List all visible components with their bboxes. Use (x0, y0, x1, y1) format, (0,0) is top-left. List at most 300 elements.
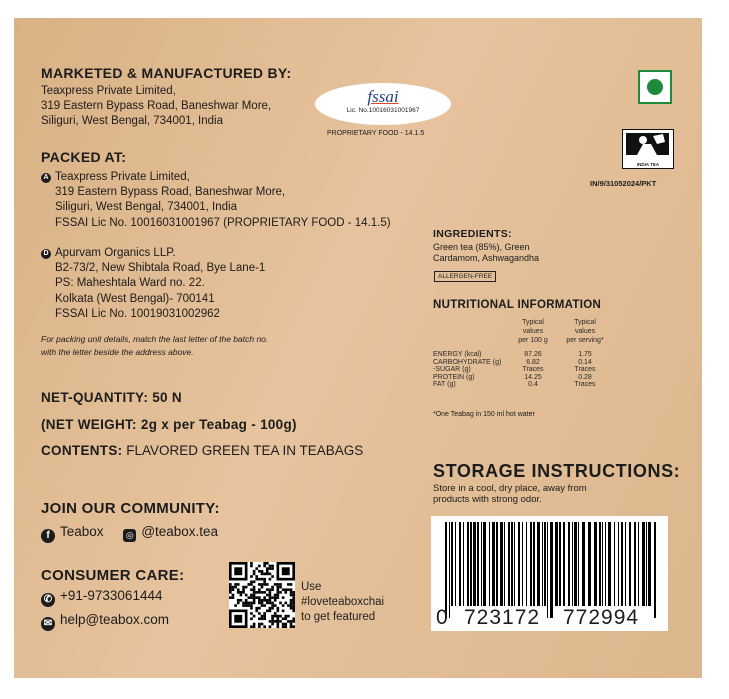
qr-module (242, 604, 245, 607)
allergen-badge: ALLERGEN-FREE (434, 271, 496, 282)
nutrient-value-serving: Traces (574, 381, 596, 388)
qr-module (274, 604, 277, 607)
barcode-bar (599, 522, 601, 606)
india-tea-code: IN/9/31052024/PKT (590, 179, 657, 188)
nutrition-row (431, 351, 613, 359)
barcode-bar (463, 522, 464, 606)
qr-module (234, 583, 237, 586)
qr-caption (301, 580, 384, 625)
qr-module (261, 570, 264, 573)
qr-module (271, 620, 274, 623)
qr-module (266, 610, 269, 613)
barcode-bar (514, 522, 515, 606)
phone-icon: ✆ (41, 593, 55, 607)
marketed-line: Siliguri, West Bengal, 734001, India (41, 115, 223, 127)
nutrient-value-serving: 0.28 (578, 373, 592, 381)
barcode-bar (511, 522, 513, 606)
qr-module (263, 615, 266, 618)
qr-module (263, 565, 266, 568)
packed-d-line: Apurvam Organics LLP. (55, 247, 176, 259)
qr-module (269, 594, 272, 597)
col1-header: per 100 g (518, 337, 548, 344)
barcode-bar (625, 522, 626, 606)
storage-line: products with strong odor. (433, 494, 542, 505)
qr-module (266, 602, 269, 605)
qr-module (255, 596, 258, 599)
qr-module (269, 578, 272, 581)
packed-d-line: B2-73/2, New Shibtala Road, Bye Lane-1 (55, 262, 266, 275)
qr-module (247, 596, 250, 599)
barcode-bar (621, 522, 623, 606)
contents-value: FLAVORED GREEN TEA IN TEABAGS (122, 443, 364, 458)
qr-module (258, 565, 261, 568)
veg-dot-icon (647, 79, 663, 95)
qr-module (261, 591, 264, 594)
qr-module (255, 567, 258, 570)
qr-module (258, 625, 261, 628)
barcode-bar (550, 522, 553, 618)
qr-code-icon (229, 562, 295, 628)
qr-module (269, 591, 272, 594)
qr-module (271, 565, 274, 568)
fssai-lic: Lic. No.10016031001967 (346, 107, 420, 114)
qr-module (279, 586, 282, 589)
nutrition-header-row (431, 318, 613, 345)
qr-module (258, 596, 261, 599)
barcode-bar (530, 522, 532, 606)
qr-module (290, 594, 293, 597)
qr-module (284, 615, 287, 618)
fssai-logo (315, 83, 451, 125)
qr-module (258, 623, 261, 626)
barcode-bar (654, 522, 656, 618)
nutrient-value-100g: 14.25 (524, 373, 542, 381)
nutrition-row (431, 359, 613, 367)
qr-module (284, 591, 287, 594)
qr-module (261, 602, 264, 605)
barcode-bar (559, 522, 561, 606)
qr-module (271, 623, 274, 626)
qr-module (290, 591, 293, 594)
qr-module (271, 607, 274, 610)
consumer-phone (41, 588, 162, 607)
qr-module (284, 588, 287, 591)
barcode-bar (648, 522, 651, 606)
qr-module (253, 623, 256, 626)
qr-module (253, 573, 256, 576)
barcode-bar (646, 522, 647, 606)
facebook-handle: Teabox (60, 524, 104, 539)
barcode-bar (533, 522, 535, 606)
qr-module (258, 607, 261, 610)
packing-note-line: with the letter beside the address above. (41, 347, 194, 357)
qr-module (242, 588, 245, 591)
qr-module (245, 586, 248, 589)
marketed-line: 319 Eastern Bypass Road, Baneshwar More, (41, 100, 272, 112)
qr-finder (234, 615, 242, 623)
qr-module (247, 602, 250, 605)
barcode-bar (642, 522, 645, 606)
qr-module (253, 570, 256, 573)
qr-module (284, 625, 287, 628)
barcode-bar (629, 522, 631, 606)
barcode-bar (496, 522, 498, 606)
qr-module (279, 620, 282, 623)
qr-finder (282, 567, 290, 575)
qr-module (271, 617, 274, 620)
fssai-category: PROPRIETARY FOOD - 14.1.5 (327, 130, 425, 137)
barcode-bar (467, 522, 469, 606)
packed-a-line: Siliguri, West Bengal, 734001, India (55, 201, 237, 214)
barcode-bar (547, 522, 548, 618)
barcode-bar (555, 522, 558, 606)
ingredients-list (433, 242, 539, 264)
ingredients-line: Green tea (85%), Green (433, 242, 530, 252)
qr-module (261, 615, 264, 618)
qr-module (237, 591, 240, 594)
qr-module (237, 602, 240, 605)
barcode-bar (544, 522, 546, 606)
qr-module (290, 620, 293, 623)
qr-module (258, 617, 261, 620)
nutrition-footnote: *One Teabag in 150 ml hot water (433, 411, 535, 418)
qr-module (263, 599, 266, 602)
qr-module (253, 615, 256, 618)
qr-module (290, 623, 293, 626)
qr-module (279, 583, 282, 586)
qr-module (292, 620, 295, 623)
qr-module (253, 580, 256, 583)
qr-module (240, 599, 243, 602)
qr-module (282, 625, 285, 628)
qr-module (279, 615, 282, 618)
qr-module (242, 602, 245, 605)
qr-module (234, 604, 237, 607)
qr-module (250, 594, 253, 597)
qr-module (229, 583, 232, 586)
qr-module (250, 575, 253, 578)
net-quantity: NET-QUANTITY: 50 N (41, 390, 182, 405)
contents-label: CONTENTS: (41, 443, 123, 458)
nutrient-name: PROTEIN (g) (433, 373, 475, 381)
qr-module (240, 591, 243, 594)
qr-module (250, 604, 253, 607)
nutrient-value-100g: 6.82 (526, 358, 540, 366)
barcode-bar (492, 522, 495, 606)
qr-module (266, 562, 269, 565)
qr-module (237, 583, 240, 586)
qr-module (269, 599, 272, 602)
barcode-bar (582, 522, 585, 606)
barcode-bar (500, 522, 503, 606)
qr-module (277, 617, 280, 620)
qr-module (271, 615, 274, 618)
nutrition-row (431, 366, 613, 374)
qr-module (282, 623, 285, 626)
nutrition-row (431, 374, 613, 382)
qr-module (232, 594, 235, 597)
qr-module (258, 578, 261, 581)
qr-module (229, 588, 232, 591)
qr-module (250, 583, 253, 586)
qr-module (258, 599, 261, 602)
consumer-email (41, 612, 169, 631)
qr-module (287, 615, 290, 618)
nutrient-value-100g: Traces (522, 366, 544, 373)
qr-module (279, 602, 282, 605)
col1-header: values (522, 328, 544, 335)
barcode-digits-right: 772994 (563, 606, 640, 629)
barcode-bar (489, 522, 490, 606)
barcode-bar (618, 522, 619, 606)
qr-module (282, 617, 285, 620)
ingredients-line: Cardamom, Ashwagandha (433, 253, 540, 263)
qr-module (287, 583, 290, 586)
qr-module (253, 599, 256, 602)
qr-module (274, 599, 277, 602)
qr-module (255, 591, 258, 594)
qr-module (258, 591, 261, 594)
packed-a-line: Teaxpress Private Limited, (55, 171, 190, 183)
qr-module (253, 591, 256, 594)
qr-module (245, 599, 248, 602)
qr-module (279, 591, 282, 594)
qr-module (229, 586, 232, 589)
packed-a-line: FSSAI Lic No. 10016031001967 (PROPRIETARY FOOD - 14.1.5) (55, 216, 391, 229)
qr-module (261, 617, 264, 620)
barcode (431, 516, 668, 631)
nutrition-table (431, 318, 613, 389)
qr-module (240, 594, 243, 597)
community-heading: JOIN OUR COMMUNITY: (41, 500, 220, 517)
marketed-address (41, 84, 271, 129)
qr-module (277, 623, 280, 626)
qr-module (253, 588, 256, 591)
qr-module (250, 602, 253, 605)
qr-module (263, 596, 266, 599)
qr-module (261, 599, 264, 602)
barcode-bar (634, 522, 636, 606)
qr-module (290, 583, 293, 586)
nutrient-value-serving: 0.14 (578, 358, 592, 366)
qr-module (277, 583, 280, 586)
qr-module (292, 625, 295, 628)
qr-module (261, 586, 264, 589)
qr-module (290, 599, 293, 602)
qr-module (292, 604, 295, 607)
qr-module (292, 610, 295, 613)
qr-module (232, 588, 235, 591)
barcode-digit-first: 0 (436, 606, 449, 629)
qr-module (266, 594, 269, 597)
qr-module (266, 588, 269, 591)
qr-module (237, 599, 240, 602)
qr-module (269, 602, 272, 605)
qr-module (229, 596, 232, 599)
packed-a-line: 319 Eastern Bypass Road, Baneshwar More, (55, 186, 286, 199)
nutrient-value-100g: 87.26 (524, 351, 542, 358)
qr-module (290, 625, 293, 628)
tea-picker-icon (623, 130, 672, 158)
qr-module (263, 583, 266, 586)
qr-module (232, 596, 235, 599)
qr-caption-line: #loveteaboxchai (301, 596, 385, 608)
barcode-digits-left: 723172 (464, 606, 541, 629)
barcode-bar (508, 522, 510, 606)
qr-module (277, 607, 280, 610)
storage-line: Store in a cool, dry place, away from (433, 483, 587, 494)
qr-module (271, 596, 274, 599)
qr-module (290, 607, 293, 610)
col1-header: Typical (522, 319, 544, 326)
qr-module (290, 588, 293, 591)
qr-module (292, 596, 295, 599)
barcode-bar (608, 522, 611, 606)
qr-module (271, 604, 274, 607)
storage-text (433, 483, 587, 505)
consumer-heading: CONSUMER CARE: (41, 567, 185, 584)
qr-module (269, 596, 272, 599)
qr-module (277, 610, 280, 613)
qr-module (292, 599, 295, 602)
qr-module (277, 615, 280, 618)
packed-d-line: PS: Maheshtala Ward no. 22. (55, 277, 205, 290)
qr-module (258, 612, 261, 615)
barcode-bar (568, 522, 570, 606)
barcode-bar (449, 522, 450, 618)
qr-module (266, 573, 269, 576)
marker-d-icon: D (41, 249, 51, 259)
email-icon: ✉ (41, 617, 55, 631)
barcode-bar (605, 522, 606, 606)
barcode-bar (563, 522, 565, 606)
india-tea-label: INDIA TEA (636, 162, 660, 167)
qr-module (274, 594, 277, 597)
barcode-bar (477, 522, 479, 606)
qr-module (245, 594, 248, 597)
qr-module (263, 625, 266, 628)
qr-module (277, 594, 280, 597)
qr-module (263, 562, 266, 565)
qr-module (269, 573, 272, 576)
qr-module (263, 573, 266, 576)
qr-module (255, 575, 258, 578)
marketed-line: Teaxpress Private Limited, (41, 85, 176, 97)
fssai-logo-text: fssai (367, 87, 399, 106)
qr-caption-line: to get featured (301, 611, 376, 623)
packed-d-line: Kolkata (West Bengal)- 700141 (55, 292, 215, 305)
qr-module (269, 625, 272, 628)
facebook-icon: f (41, 529, 55, 543)
packed-address-d (41, 246, 265, 322)
packed-address-a (41, 170, 391, 231)
nutrient-name: -SUGAR (g) (433, 366, 471, 373)
qr-module (253, 596, 256, 599)
qr-module (287, 604, 290, 607)
qr-module (277, 586, 280, 589)
col2-header: per serving* (566, 337, 604, 344)
qr-module (284, 623, 287, 626)
qr-module (266, 567, 269, 570)
barcode-bar (542, 522, 543, 606)
barcode-bar (483, 522, 486, 606)
qr-module (269, 610, 272, 613)
qr-module (237, 588, 240, 591)
packed-d-line: FSSAI Lic No. 10019031002962 (55, 307, 220, 320)
qr-module (258, 583, 261, 586)
barcode-bar (451, 522, 453, 606)
barcode-bar (481, 522, 482, 606)
qr-module (250, 607, 253, 610)
qr-module (266, 599, 269, 602)
packed-heading: PACKED AT: (41, 149, 127, 165)
qr-module (253, 602, 256, 605)
email-address: help@teabox.com (60, 612, 170, 627)
qr-module (282, 604, 285, 607)
qr-module (250, 596, 253, 599)
india-tea-logo (622, 129, 674, 169)
nutrient-name: FAT (g) (433, 381, 456, 388)
qr-module (274, 615, 277, 618)
qr-module (258, 602, 261, 605)
qr-module (242, 591, 245, 594)
qr-module (255, 607, 258, 610)
qr-module (245, 604, 248, 607)
qr-module (245, 602, 248, 605)
qr-module (287, 588, 290, 591)
qr-module (261, 604, 264, 607)
barcode-bar (638, 522, 639, 606)
qr-module (263, 617, 266, 620)
qr-module (250, 565, 253, 568)
qr-module (271, 588, 274, 591)
barcode-bar (574, 522, 577, 606)
community-links (41, 524, 218, 543)
qr-module (247, 583, 250, 586)
barcode-bar (578, 522, 579, 606)
qr-module (253, 625, 256, 628)
qr-module (250, 562, 253, 565)
nutrition-row (431, 381, 613, 389)
qr-module (250, 612, 253, 615)
qr-module (255, 578, 258, 581)
net-weight: (NET WEIGHT: 2g x per Teabag - 100g) (41, 417, 297, 432)
qr-module (258, 588, 261, 591)
qr-module (250, 625, 253, 628)
barcode-bar (588, 522, 591, 606)
qr-module (253, 586, 256, 589)
qr-module (269, 620, 272, 623)
qr-module (258, 570, 261, 573)
phone-number: +91-9733061444 (60, 588, 163, 603)
qr-module (263, 591, 266, 594)
qr-module (290, 604, 293, 607)
qr-module (247, 604, 250, 607)
qr-module (261, 623, 264, 626)
nutrient-value-100g: 0.4 (528, 381, 538, 388)
col2-header: values (574, 328, 596, 335)
qr-module (292, 602, 295, 605)
qr-caption-line: Use (301, 581, 322, 593)
qr-module (234, 586, 237, 589)
barcode-bar (459, 522, 461, 606)
qr-module (250, 580, 253, 583)
qr-module (269, 607, 272, 610)
qr-module (292, 591, 295, 594)
qr-module (282, 610, 285, 613)
nutrient-value-serving: Traces (574, 366, 596, 373)
qr-module (274, 620, 277, 623)
